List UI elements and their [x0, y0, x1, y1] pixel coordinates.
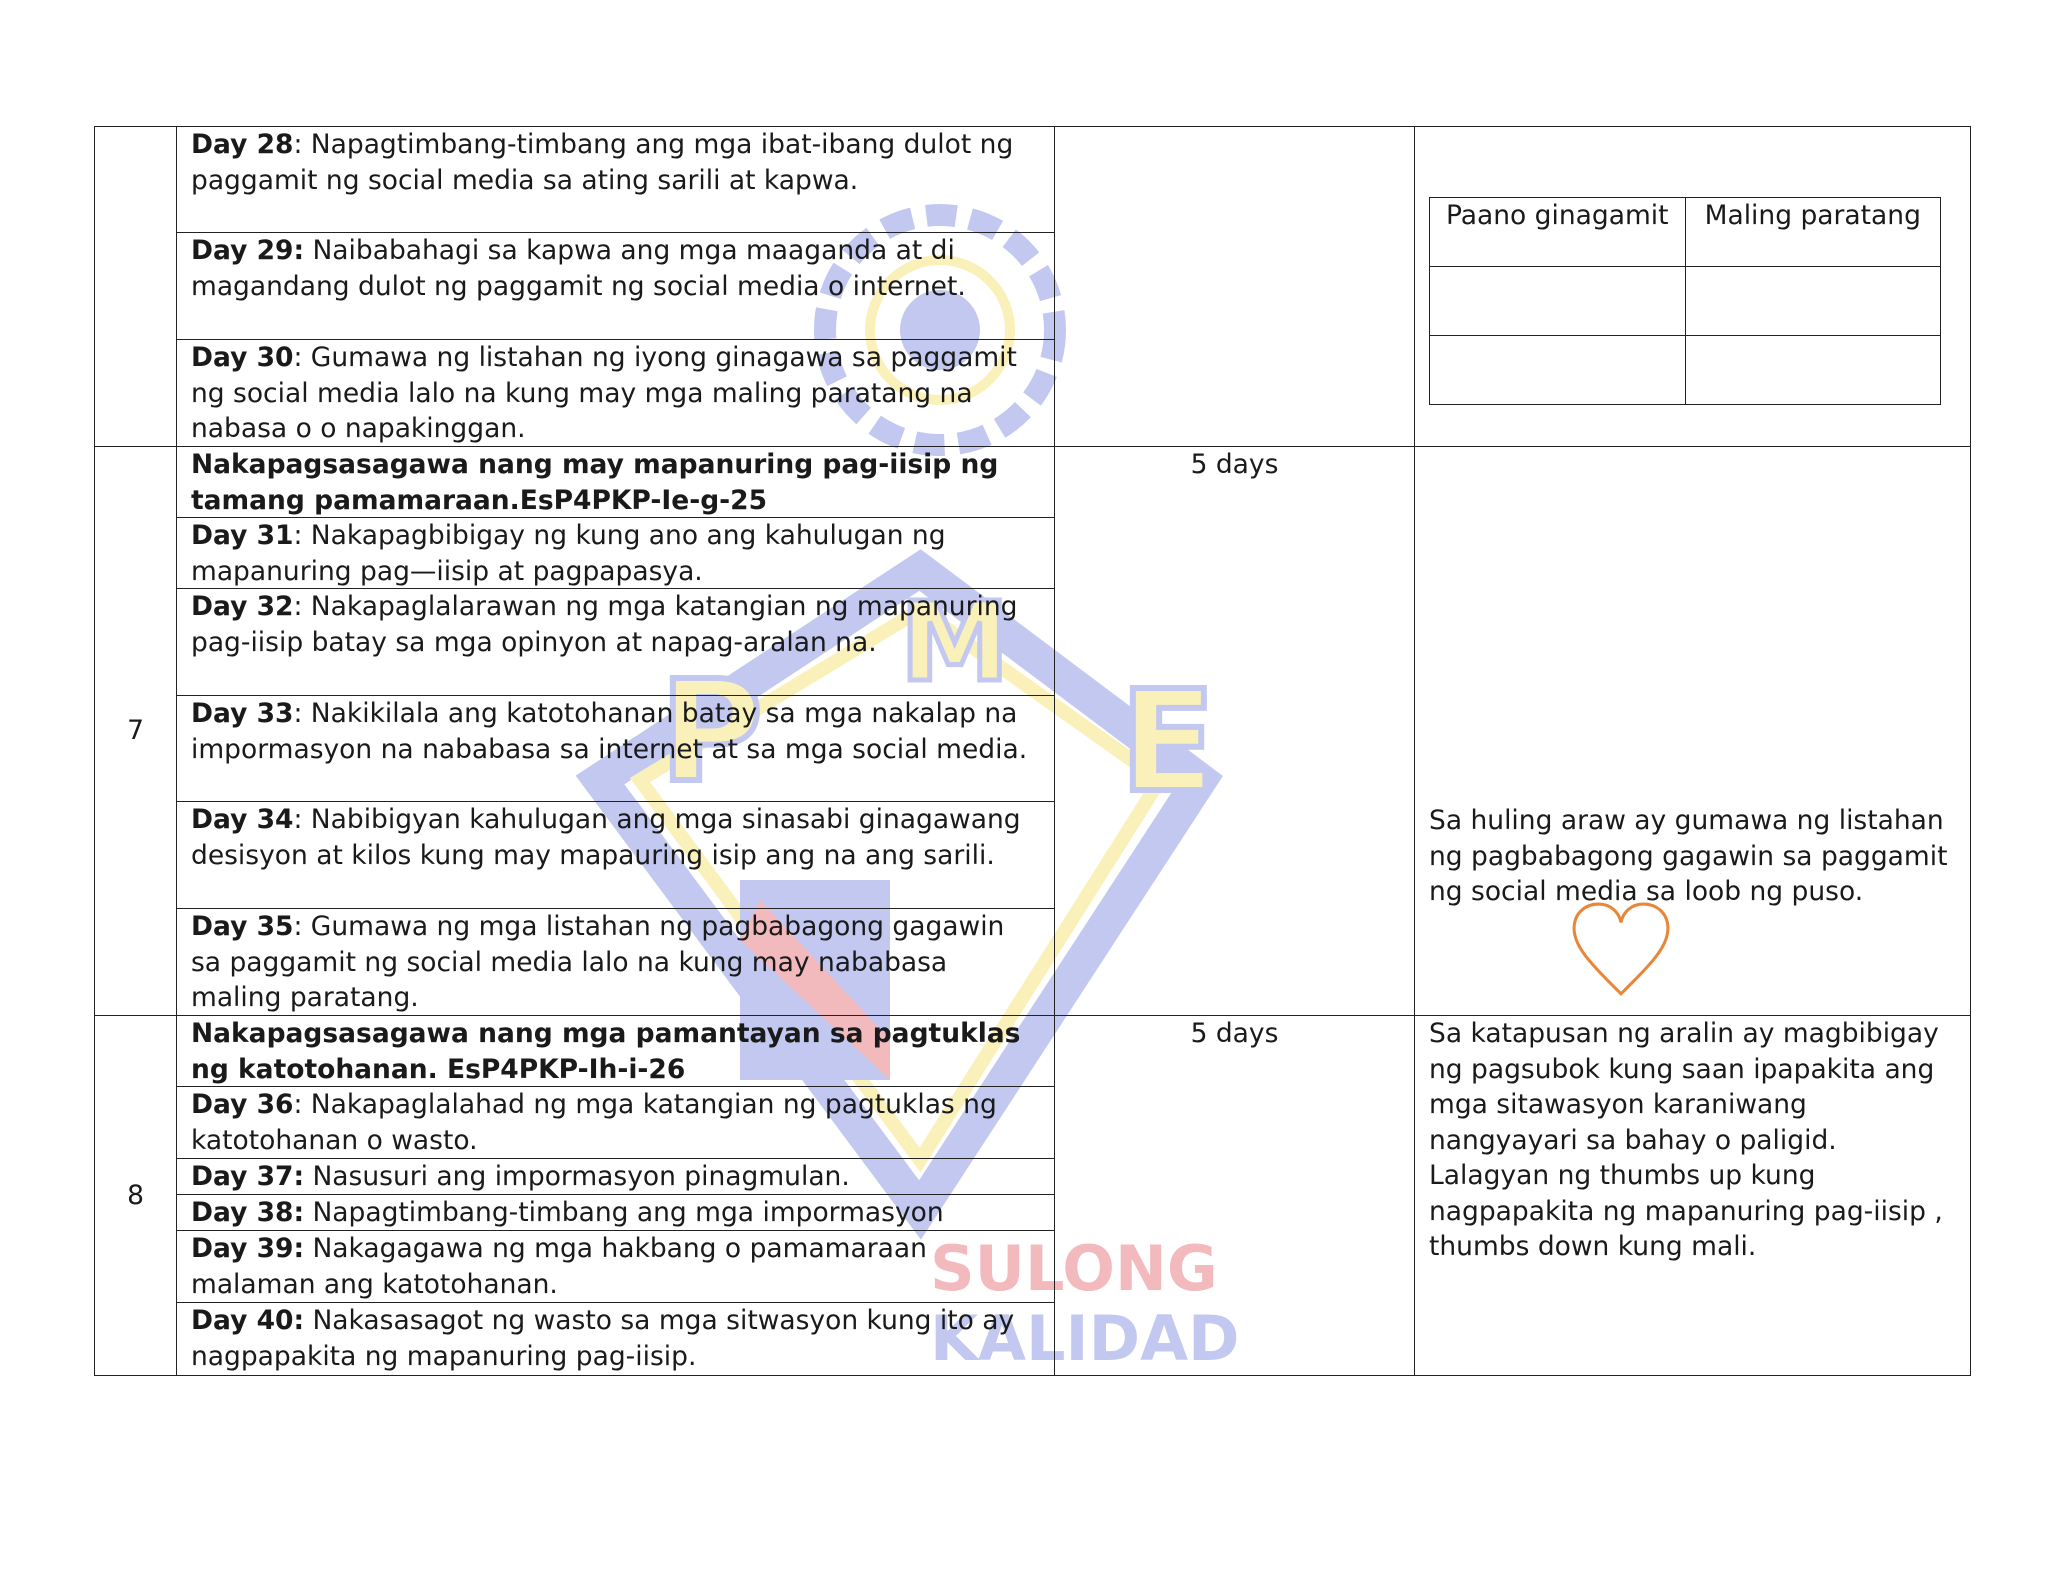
watermark-text-kalidad: KALIDAD	[930, 1302, 1240, 1375]
inner-row	[1430, 336, 1941, 405]
watermark-letter-p: P	[660, 651, 763, 814]
day-label: Day 31	[191, 520, 294, 551]
list-item	[177, 1303, 1054, 1374]
watermark-letter-e: E	[1120, 661, 1216, 824]
list-item	[177, 1087, 1054, 1159]
objectives-cell	[177, 1016, 1055, 1376]
day-label: Day 28	[191, 129, 294, 160]
lesson-plan-table	[94, 126, 1971, 1376]
inner-cell	[1685, 267, 1941, 336]
list-item	[177, 802, 1054, 909]
day-text: : Nakapaglalahad ng mga katangian ng pagtuklas ng katotohanan o wasto.	[191, 1089, 997, 1156]
competency-heading-text: Nakapagsasagawa nang may mapanuring pag-iisip ng tamang pamamaraan.EsP4PKP-Ie-g-25	[191, 449, 999, 516]
list-item	[177, 518, 1054, 589]
day-label: Day 35	[191, 911, 294, 942]
inner-header-maling: Maling paratang	[1685, 198, 1941, 267]
competency-heading	[177, 447, 1054, 518]
day-text: : Nakikilala ang katotohanan batay sa mga nakalap na impormasyon na nababasa sa internet at sa mga social media.	[191, 698, 1028, 765]
list-item	[177, 1195, 1054, 1231]
day-label: Day 29:	[191, 235, 305, 266]
list-item	[177, 127, 1054, 233]
day-text: Nakagagawa ng mga hakbang o pamamaraan malaman ang katotohanan.	[191, 1233, 927, 1300]
heart-icon	[1570, 900, 1672, 1002]
day-label: Day 38:	[191, 1197, 305, 1228]
row-number: 8	[95, 1016, 177, 1376]
day-text: : Gumawa ng listahan ng iyong ginagawa sa paggamit ng social media lalo na kung may mga maling paratang na nabasa o o napakinggan.	[191, 342, 1017, 444]
duration-cell: 5 days	[1055, 1016, 1415, 1376]
table-row	[95, 127, 1971, 447]
duration-cell: 5 days	[1055, 447, 1415, 1016]
day-text: Nakasasagot ng wasto sa mga sitwasyon kung ito ay nagpapakita ng mapanuring pag-iisip.	[191, 1305, 1015, 1372]
activity-text: Sa huling araw ay gumawa ng listahan ng pagbabagong gagawin sa paggamit ng social media sa loob ng puso.	[1429, 805, 1948, 907]
day-label: Day 39:	[191, 1233, 305, 1264]
day-label: Day 34	[191, 804, 294, 835]
list-item	[177, 1231, 1054, 1303]
inner-header-paano: Paano ginagamit	[1430, 198, 1686, 267]
activity-text: Sa katapusan ng aralin ay magbibigay ng pagsubok kung saan ipapakita ang mga sitawasyon karaniwang nangyayari sa bahay o paligid. Lalagyan ng thumbs up kung nagpapakita ng mapanuring pag-iisip , thumbs down kung mali.	[1429, 1018, 1943, 1262]
competency-heading-text: Nakapagsasagawa nang mga pamantayan sa pagtuklas ng katotohanan. EsP4PKP-Ih-i-26	[191, 1018, 1021, 1085]
day-label: Day 40:	[191, 1305, 305, 1336]
day-text: Nasusuri ang impormasyon pinagmulan.	[304, 1161, 850, 1192]
row-number: 7	[95, 447, 177, 1016]
watermark-letter-m: M	[900, 578, 1010, 706]
inner-table	[1429, 197, 1941, 405]
competency-heading	[177, 1016, 1054, 1087]
objectives-cell	[177, 127, 1055, 447]
list-item	[177, 589, 1054, 696]
watermark-text-sulong: SULONG	[930, 1232, 1218, 1305]
activity-cell	[1415, 127, 1971, 447]
inner-cell	[1430, 267, 1686, 336]
day-text: Napagtimbang-timbang ang mga impormasyon	[304, 1197, 944, 1228]
day-text: : Nabibigyan kahulugan ang mga sinasabi ginagawang desisyon at kilos kung may mapauring isip ang na ang sarili.	[191, 804, 1021, 871]
table-row	[95, 447, 1971, 1016]
day-text: Naibabahagi sa kapwa ang mga maaganda at di magandang dulot ng paggamit ng social media o internet.	[191, 235, 966, 302]
inner-header-row	[1430, 198, 1941, 267]
list-item	[177, 1159, 1054, 1195]
list-item	[177, 340, 1054, 445]
list-item	[177, 909, 1054, 1015]
list-item	[177, 233, 1054, 340]
day-text: : Nakapaglalarawan ng mga katangian ng mapanuring pag-iisip batay sa mga opinyon at napag-aralan na.	[191, 591, 1018, 658]
duration-cell	[1055, 127, 1415, 447]
activity-cell	[1415, 447, 1971, 1016]
list-item	[177, 696, 1054, 802]
day-text: : Gumawa ng mga listahan ng pagbabagong gagawin sa paggamit ng social media lalo na kung may nababasa maling paratang.	[191, 911, 1005, 1013]
day-label: Day 33	[191, 698, 294, 729]
inner-cell	[1685, 336, 1941, 405]
row-number	[95, 127, 177, 447]
day-text: : Nakapagbibigay ng kung ano ang kahulugan ng mapanuring pag—iisip at pagpapasya.	[191, 520, 946, 587]
day-label: Day 37:	[191, 1161, 305, 1192]
day-label: Day 36	[191, 1089, 294, 1120]
inner-row	[1430, 267, 1941, 336]
table-row	[95, 1016, 1971, 1376]
day-label: Day 30	[191, 342, 294, 373]
day-label: Day 32	[191, 591, 294, 622]
day-text: : Napagtimbang-timbang ang mga ibat-ibang dulot ng paggamit ng social media sa ating sarili at kapwa.	[191, 129, 1014, 196]
inner-cell	[1430, 336, 1686, 405]
activity-cell	[1415, 1016, 1971, 1376]
objectives-cell	[177, 447, 1055, 1016]
